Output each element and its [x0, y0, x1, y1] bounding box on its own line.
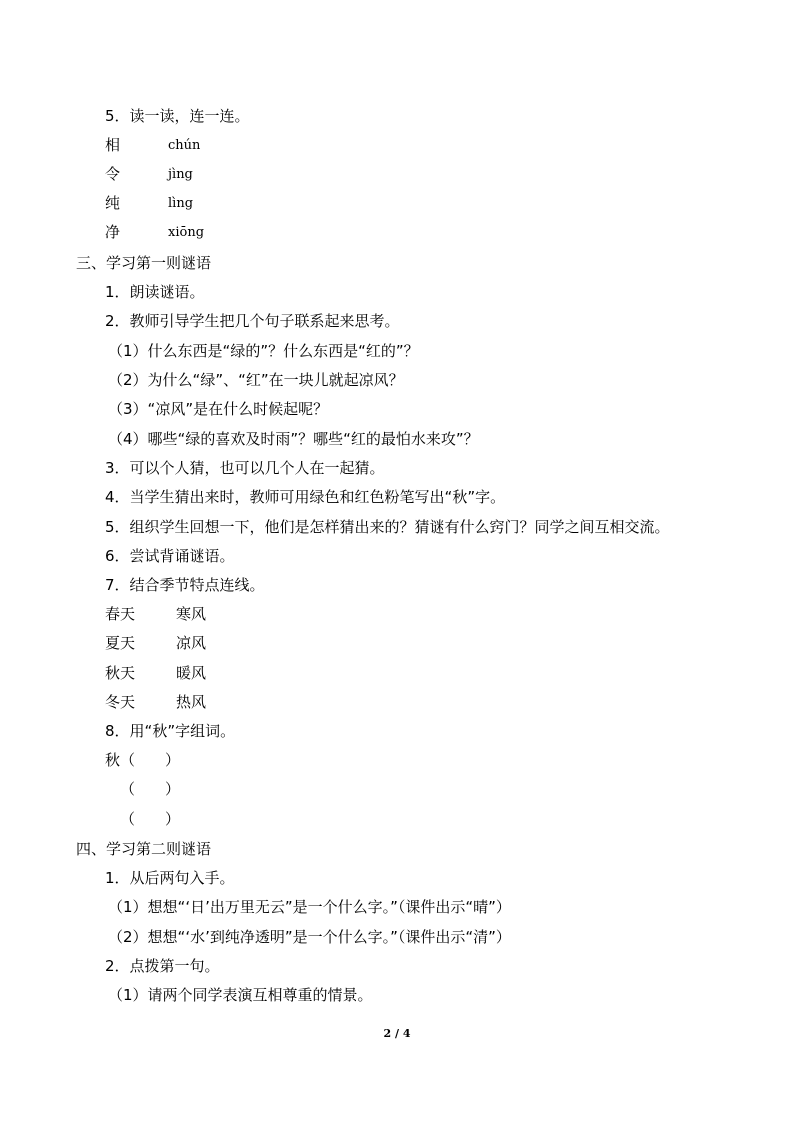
section3-item-7: 7．结合季节特点连线。: [105, 576, 265, 594]
match-pinyin-3: lìng: [168, 196, 194, 211]
section4-sub-3: （1）请两个同学表演互相尊重的情景。: [108, 986, 373, 1004]
season-right-3: 暖风: [176, 664, 207, 682]
season-right-4: 热风: [176, 693, 207, 711]
section3-sub-1: （1）什么东西是“绿的”？什么东西是“红的”？: [108, 342, 419, 360]
qiu-char: 秋: [105, 751, 121, 769]
match-pinyin-heading: 5．读一读，连一连。: [105, 107, 250, 125]
season-left-3: 秋天: [105, 664, 136, 682]
season-right-1: 寒风: [176, 605, 207, 623]
season-right-2: 凉风: [176, 634, 207, 652]
match-char-2: 令: [105, 165, 121, 183]
match-pinyin-1: chún: [168, 138, 201, 153]
match-char-3: 纯: [105, 194, 121, 212]
section3-heading: 三、学习第一则谜语: [76, 254, 212, 272]
section3-sub-3: （3）“凉风”是在什么时候起呢？: [108, 400, 329, 418]
section4-item-2: 2．点拨第一句。: [105, 957, 220, 975]
section3-item-6: 6．尝试背诵谜语。: [105, 547, 235, 565]
section4-item-1: 1．从后两句入手。: [105, 869, 235, 887]
match-char-1: 相: [105, 136, 121, 154]
section3-item-3: 3．可以个人猜，也可以几个人在一起猜。: [105, 459, 385, 477]
season-left-4: 冬天: [105, 693, 136, 711]
section4-sub-2: （2）想想“‘水’到纯净透明”是一个什么字。”（课件出示“清”）: [108, 928, 511, 946]
section3-item-5: 5．组织学生回想一下，他们是怎样猜出来的？猜谜有什么窍门？同学之间互相交流。: [105, 518, 670, 536]
section4-sub-1: （1）想想“‘日’出万里无云”是一个什么字。”（课件出示“晴”）: [108, 898, 511, 916]
section4-heading: 四、学习第二则谜语: [76, 840, 212, 858]
section3-item-2: 2．教师引导学生把几个句子联系起来思考。: [105, 312, 400, 330]
match-pinyin-4: xiōng: [168, 225, 205, 240]
word-blank-1: （ ）: [120, 751, 181, 769]
section3-item-8: 8．用“秋”字组词。: [105, 722, 236, 740]
match-char-4: 净: [105, 223, 121, 241]
section3-item-1: 1．朗读谜语。: [105, 283, 205, 301]
word-blank-3: （ ）: [120, 810, 181, 828]
section3-item-4: 4．当学生猜出来时，教师可用绿色和红色粉笔写出“秋”字。: [105, 488, 506, 506]
word-blank-2: （ ）: [120, 780, 181, 798]
match-pinyin-2: jìng: [168, 167, 193, 182]
season-left-2: 夏天: [105, 634, 136, 652]
season-left-1: 春天: [105, 605, 136, 623]
section3-sub-4: （4）哪些“绿的喜欢及时雨”？哪些“红的最怕水来攻”？: [108, 430, 479, 448]
page-number: 2 / 4: [383, 1027, 411, 1040]
section3-sub-2: （2）为什么“绿”、“红”在一块儿就起凉风？: [108, 371, 404, 389]
